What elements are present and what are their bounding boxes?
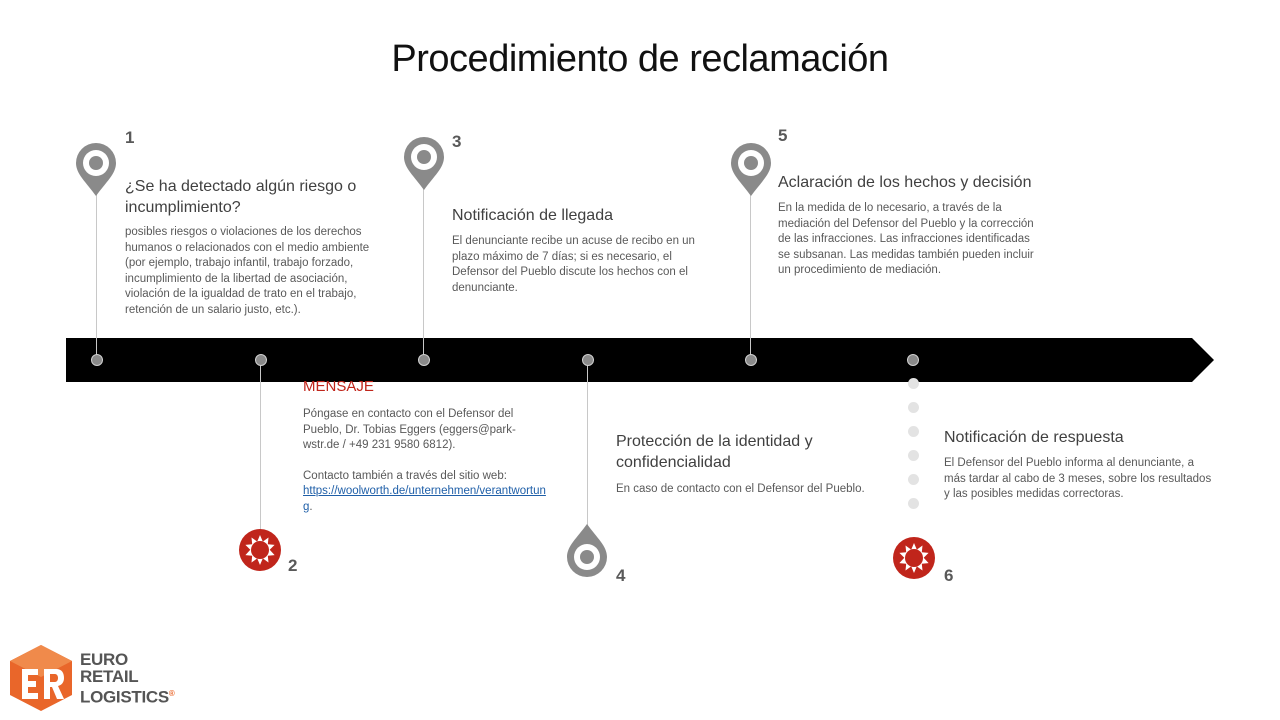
- dotted-connector-dot: [908, 378, 919, 389]
- step-heading: Protección de la identidad y confidencialidad: [616, 433, 813, 471]
- badge-seal-icon: [892, 536, 936, 580]
- step-heading: ¿Se ha detectado algún riesgo o incumplimiento?: [125, 178, 357, 216]
- website-link[interactable]: https://woolworth.de/unternehmen/verantwortung: [303, 485, 546, 513]
- timeline-dot-2: [255, 354, 267, 366]
- step-heading: Notificación de llegada: [452, 207, 613, 224]
- step-heading: MENSAJE: [303, 378, 374, 395]
- connector-line-1: [96, 190, 97, 358]
- dotted-connector-dot: [908, 498, 919, 509]
- logo-text: EURO RETAIL LOGISTICS®: [80, 650, 175, 707]
- timeline-dot-6: [907, 354, 919, 366]
- map-pin-icon: [402, 136, 446, 192]
- step-description: El Defensor del Pueblo informa al denunciante, a más tardar al cabo de 3 meses, sobre los resultados y las posibles medidas correctoras.: [944, 457, 1212, 500]
- timeline-dot-4: [582, 354, 594, 366]
- link-end: .: [309, 500, 313, 513]
- step-description: En caso de contacto con el Defensor del Pueblo.: [616, 483, 865, 495]
- page-title: Procedimiento de reclamación: [391, 38, 889, 80]
- contact-text: Póngase en contacto con el Defensor del Pueblo, Dr. Tobias Eggers (eggers@park-wstr.de / +49 231 9580 6812).: [303, 408, 516, 451]
- badge-seal-icon: [238, 528, 282, 572]
- timeline-dot-5: [745, 354, 757, 366]
- timeline-dot-1: [91, 354, 103, 366]
- step-number: 1: [125, 128, 135, 147]
- connector-line-4: [587, 362, 588, 530]
- dotted-connector-dot: [908, 402, 919, 413]
- step-description: El denunciante recibe un acuse de recibo en un plazo máximo de 7 días; si es necesario, el Defensor del Pueblo discute los hechos con el denunciante.: [452, 235, 695, 294]
- timeline-arrow: [66, 338, 1216, 384]
- dotted-connector-dot: [908, 474, 919, 485]
- map-pin-icon: [729, 142, 773, 198]
- step-description: [303, 407, 551, 515]
- step-heading: Aclaración de los hechos y decisión: [778, 174, 1032, 191]
- map-pin-icon: [565, 522, 609, 578]
- connector-line-2: [260, 362, 261, 532]
- website-text: Contacto también a través del sitio web:: [303, 469, 507, 482]
- step-number: 6: [944, 566, 954, 585]
- timeline-dot-3: [418, 354, 430, 366]
- step-number: 5: [778, 126, 788, 145]
- step-number: 3: [452, 132, 462, 151]
- logo-mark-icon: [8, 643, 74, 713]
- dotted-connector-dot: [908, 426, 919, 437]
- step-description: En la medida de lo necesario, a través de la mediación del Defensor del Pueblo y la corrección de las infracciones. Las infracciones identificadas se subsanan. Las medidas también pueden incluir un procedimiento de mediación.: [778, 202, 1034, 276]
- dotted-connector-dot: [908, 450, 919, 461]
- step-number: 2: [288, 556, 298, 575]
- step-number: 4: [616, 566, 626, 585]
- map-pin-icon: [74, 142, 118, 198]
- company-logo: [8, 643, 188, 715]
- step-heading: Notificación de respuesta: [944, 429, 1124, 446]
- step-description: posibles riesgos o violaciones de los derechos humanos o relacionados con el medio ambiente (por ejemplo, trabajo infantil, trabajo forzado, incumplimiento de la libertad de asociación, violación de la igualdad de trato en el trabajo, retención de un salario justo, etc.).: [125, 226, 370, 316]
- connector-line-3: [423, 186, 424, 358]
- connector-line-5: [750, 192, 751, 358]
